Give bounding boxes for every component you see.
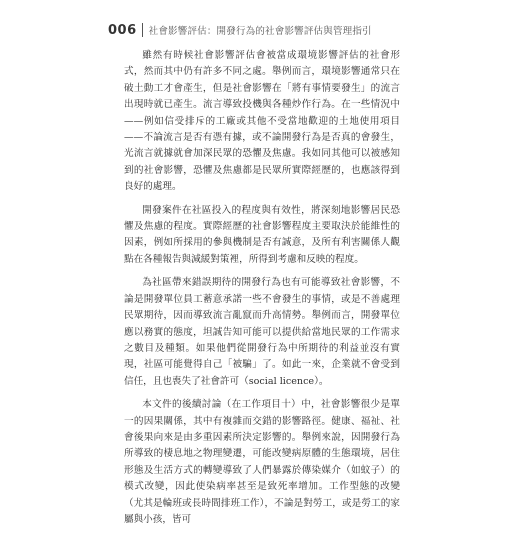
running-header bbox=[108, 20, 372, 40]
page-number: 006 bbox=[108, 22, 137, 38]
paragraph: 為社區帶來錯誤期待的開發行為也有可能導致社會影響，不論是開發單位員工蓄意承諾一些不會發生的事情，或是不善處理民眾期待，因而導致流言亂竄而升高情勢。舉例而言，開發單位應以務實的態度，坦誠告知可能可以提供給當地民眾的工作需求之數目及種類。如果他們從開發行為中所期待的利益並沒有實現，社區可能覺得自己「被騙」了。如此一來，企業就不會受到信任，且也喪失了社會許可（social licence）。 bbox=[124, 277, 400, 387]
header-divider bbox=[142, 23, 143, 37]
body-text bbox=[124, 48, 400, 535]
paragraph: 開發案件在社區投入的程度與有效性，將深刻地影響居民恐懼及焦慮的程度。實際經歷的社會影響程度主要取決於能維性的因素，例如所採用的參與機制是否有誠意，及所有利害關係人觀點在各種報告與減緩對策裡，所得到考慮和反映的程度。 bbox=[124, 204, 400, 265]
paragraph: 雖然有時候社會影響評估會被當成環境影響評估的社會形式，然而其中仍有許多不同之處。舉例而言，環境影響通常只在破土動工才會產生，但是社會影響在「將有事情要發生」的流言出現時就已產生。流言導致投機與各種炒作行為。在一些情況中——例如信受排斥的工廠或其他不受當地歡迎的土地使用項目——不論流言是否有憑有據，或不論開發行為是否真的會發生，光流言就據就會加深民眾的恐懼及焦慮。我如同其他可以被感知到的社會影響，恐懼及焦慮都是民眾所實際經歷的，也應該得到良好的處理。 bbox=[124, 50, 400, 193]
paragraph: 本文件的後續討論（在工作項目十）中，社會影響很少是單一的因果關係，其中有複雜而交錯的影響路徑。健康、福祉、社會後果向來是由多重因素所決定影響的。舉例來說，因開發行為所導致的棲息地之物理變遷，可能改變病原體的生態環境，居住形態及生活方式的轉變導致了人們暴露於傳染媒介（如蚊子）的模式改變，因此使染病率甚至是致死率增加。工作型態的改變（尤其是輪班或長時間排班工作），不論是對勞工，或是勞工的家屬與小孩，皆可 bbox=[124, 399, 400, 525]
running-title: 社會影響評估：開發行為的社會影響評估與管理指引 bbox=[148, 26, 372, 37]
